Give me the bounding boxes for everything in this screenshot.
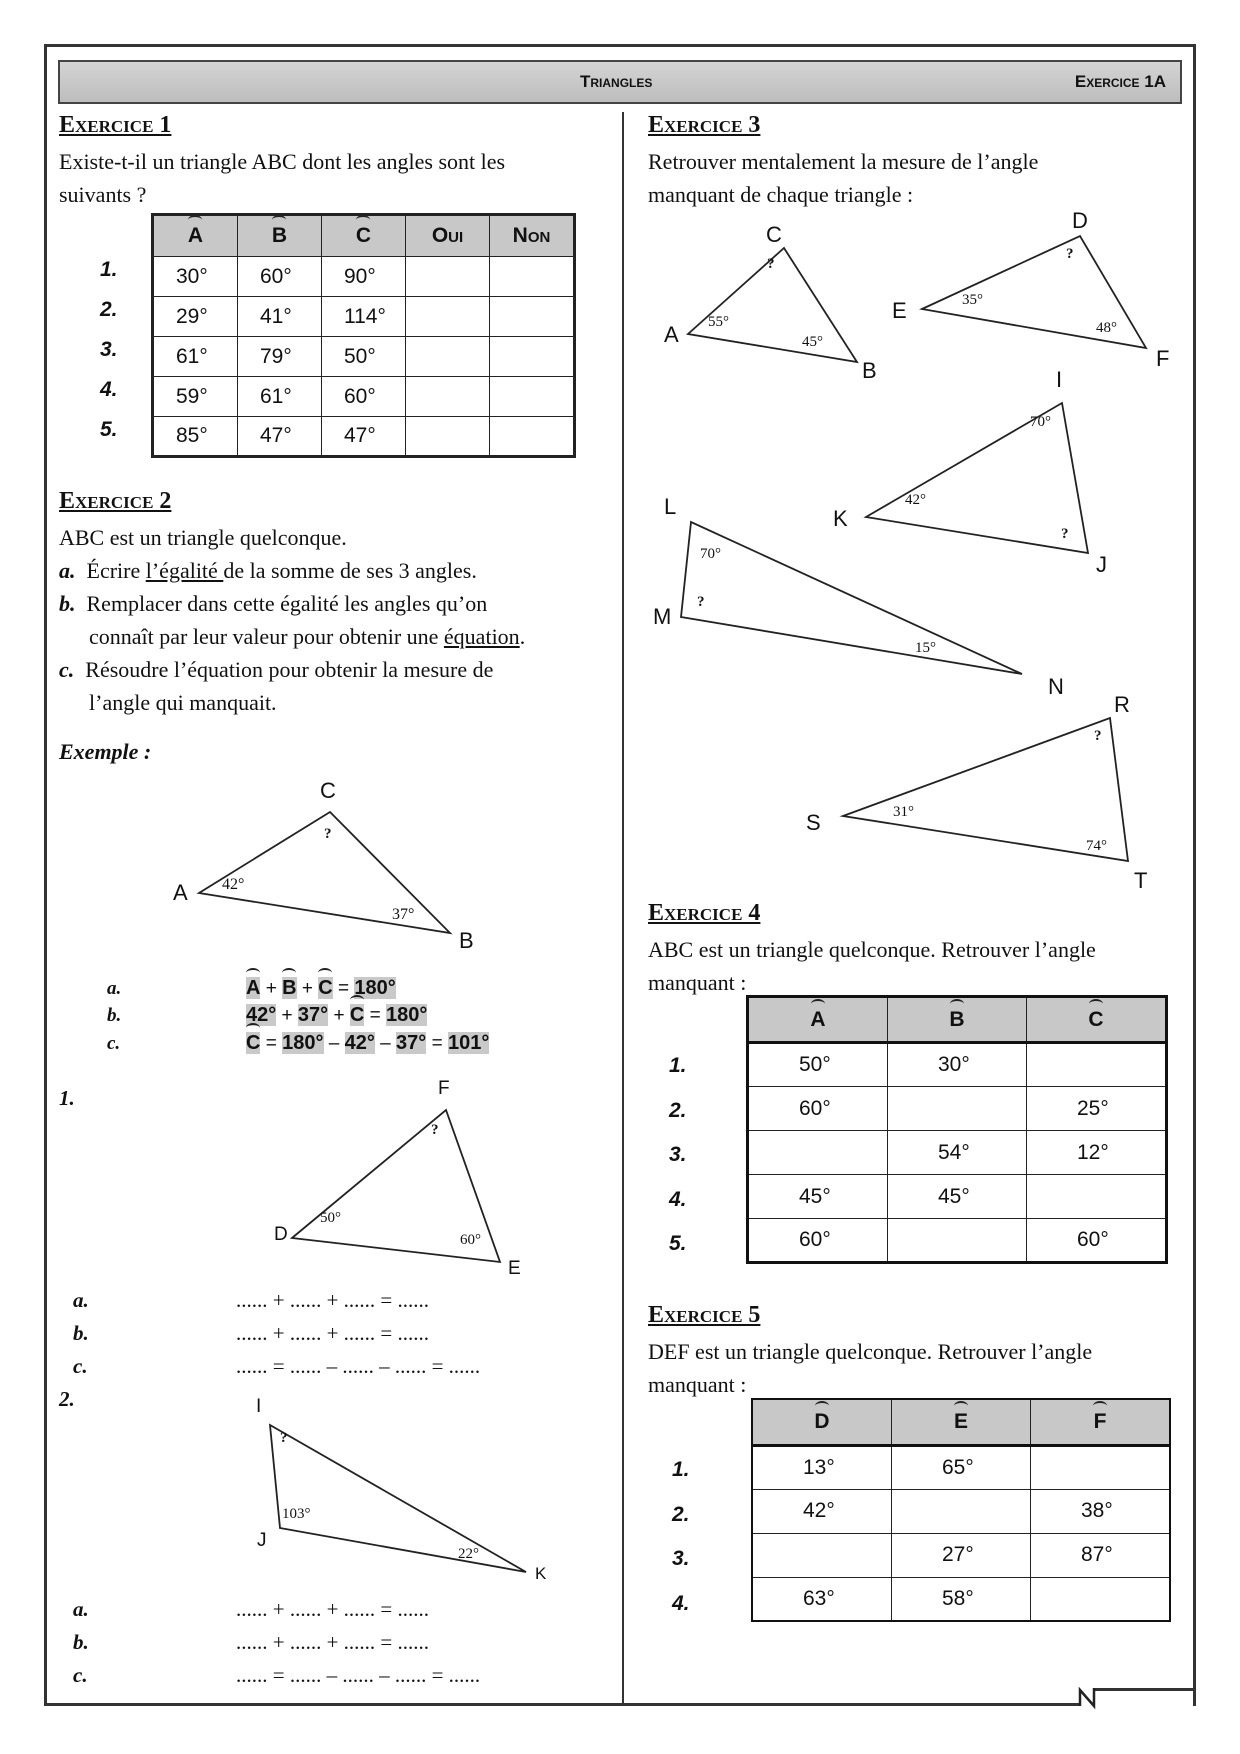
cell bbox=[888, 1219, 1027, 1263]
blank-line[interactable]: ...... + ...... + ...... = ...... bbox=[236, 1321, 430, 1345]
col-header bbox=[752, 1399, 892, 1445]
col-F: F bbox=[1093, 1409, 1107, 1433]
cell: 41° bbox=[238, 297, 322, 337]
ex1-row-num: 2. bbox=[100, 298, 118, 321]
text: Écrire bbox=[86, 558, 146, 583]
cell: 79° bbox=[238, 337, 322, 377]
col-D: D bbox=[814, 1409, 830, 1433]
ex5-row-num: 1. bbox=[672, 1458, 690, 1481]
vertex-label: L bbox=[664, 494, 677, 519]
angle-label: ? bbox=[1066, 246, 1074, 262]
cell: 38° bbox=[1031, 1489, 1171, 1533]
item-label: b. bbox=[59, 591, 76, 616]
ex1-heading: Exercice 1 bbox=[59, 112, 172, 138]
table-row bbox=[752, 1489, 1170, 1533]
cell: 114° bbox=[322, 297, 406, 337]
col-header bbox=[1031, 1399, 1171, 1445]
vertex-label: B bbox=[862, 358, 877, 383]
ex3-heading: Exercice 3 bbox=[648, 112, 761, 138]
cell bbox=[752, 1533, 892, 1577]
step-label: a. bbox=[107, 978, 122, 999]
problem-number: 2. bbox=[59, 1387, 75, 1411]
angle-label: 31° bbox=[893, 804, 914, 820]
step-label: a. bbox=[73, 1597, 89, 1621]
value: 101° bbox=[447, 1032, 490, 1054]
angle-label: ? bbox=[280, 1430, 288, 1446]
angle-label: 45° bbox=[802, 334, 823, 350]
sym: A bbox=[246, 977, 261, 999]
col-oui: Oui bbox=[406, 215, 490, 257]
vertex-label: D bbox=[1072, 208, 1088, 233]
table-row bbox=[752, 1577, 1170, 1621]
vertex-label: I bbox=[256, 1396, 262, 1417]
table-row bbox=[748, 1087, 1167, 1131]
sym: C bbox=[349, 1004, 365, 1026]
vertex-label: A bbox=[173, 880, 188, 905]
text: Remplacer dans cette égalité les angles qu’on bbox=[86, 591, 488, 616]
cell: 29° bbox=[153, 297, 238, 337]
op: = bbox=[431, 1033, 443, 1054]
cell: 45° bbox=[888, 1175, 1027, 1219]
step-label: c. bbox=[73, 1354, 88, 1378]
vertex-label: C bbox=[766, 222, 782, 247]
cell: 61° bbox=[153, 337, 238, 377]
cell: 60° bbox=[238, 257, 322, 297]
vertex-label: J bbox=[257, 1530, 267, 1551]
ex1-row-num: 5. bbox=[100, 418, 118, 441]
triangle-ijk bbox=[866, 403, 1088, 553]
ex2-heading: Exercice 2 bbox=[59, 488, 172, 514]
triangle-lmn bbox=[681, 522, 1022, 674]
angle-label: 70° bbox=[700, 546, 721, 562]
col-header bbox=[748, 997, 888, 1043]
blank-line[interactable]: ...... + ...... + ...... = ...... bbox=[236, 1597, 430, 1621]
ex5-row-num: 2. bbox=[672, 1503, 690, 1526]
ex4-text-1: ABC est un triangle quelconque. Retrouver l’angle bbox=[648, 937, 1096, 962]
value: 42° bbox=[344, 1032, 375, 1054]
ex1-row-num: 1. bbox=[100, 258, 118, 281]
ex5-row-num: 3. bbox=[672, 1547, 690, 1570]
ex5-heading: Exercice 5 bbox=[648, 1302, 761, 1328]
angle-label: 37° bbox=[392, 906, 415, 923]
vertex-label: B bbox=[459, 928, 474, 953]
angle-label: 74° bbox=[1086, 838, 1107, 854]
col-non: Non bbox=[490, 215, 575, 257]
cell: 90° bbox=[322, 257, 406, 297]
ex5-text-1: DEF est un triangle quelconque. Retrouver l’angle bbox=[648, 1339, 1093, 1364]
vertex-label: K bbox=[535, 1564, 547, 1583]
col-A: A bbox=[810, 1007, 826, 1031]
cell: 27° bbox=[892, 1533, 1031, 1577]
ex1-text-2: suivants ? bbox=[59, 182, 147, 207]
item-label: c. bbox=[59, 657, 75, 682]
col-E: E bbox=[953, 1409, 968, 1433]
ex3-text-1: Retrouver mentalement la mesure de l’angle bbox=[648, 149, 1039, 174]
value: 37° bbox=[396, 1032, 427, 1054]
op: – bbox=[328, 1033, 340, 1054]
angle-label: 22° bbox=[458, 1546, 479, 1562]
col-B: B bbox=[949, 1007, 965, 1031]
cell: 60° bbox=[322, 377, 406, 417]
blank-line[interactable]: ...... + ...... + ...... = ...... bbox=[236, 1288, 430, 1312]
blank-line[interactable]: ...... = ...... – ...... – ...... = ...... bbox=[236, 1354, 481, 1378]
cell bbox=[1027, 1175, 1167, 1219]
ex2-example-label: Exemple : bbox=[59, 739, 152, 764]
ex2-intro: ABC est un triangle quelconque. bbox=[59, 525, 347, 550]
angle-label: 55° bbox=[708, 314, 729, 330]
header-title: Triangles bbox=[580, 72, 653, 91]
ex5-table bbox=[751, 1398, 1171, 1622]
cell: 54° bbox=[888, 1131, 1027, 1175]
blank-line[interactable]: ...... = ...... – ...... – ...... = ...... bbox=[236, 1663, 481, 1687]
step-label: b. bbox=[107, 1005, 122, 1026]
step-label: b. bbox=[73, 1630, 89, 1654]
angle-label: 50° bbox=[320, 1210, 341, 1226]
angle-label: 70° bbox=[1030, 414, 1051, 430]
text: . bbox=[519, 624, 526, 649]
value: 180° bbox=[354, 977, 396, 999]
angle-label: ? bbox=[1061, 526, 1069, 542]
step-label: a. bbox=[73, 1288, 89, 1312]
problem-number: 1. bbox=[59, 1086, 75, 1110]
ex4-row-num: 4. bbox=[669, 1188, 687, 1211]
text: de la somme de ses 3 angles. bbox=[223, 558, 477, 583]
vertex-label: S bbox=[806, 810, 821, 835]
cell: 60° bbox=[748, 1087, 888, 1131]
cell: 42° bbox=[752, 1489, 892, 1533]
ex4-row-num: 2. bbox=[669, 1099, 687, 1122]
item-label: a. bbox=[59, 558, 76, 583]
table-row bbox=[748, 1043, 1167, 1087]
col-C: C bbox=[355, 224, 372, 247]
vertex-label: T bbox=[1134, 868, 1148, 893]
ex1-row-num: 4. bbox=[100, 378, 118, 401]
cell bbox=[1031, 1577, 1171, 1621]
ex2-item-c-2: l’angle qui manquait. bbox=[89, 690, 277, 715]
sym: B bbox=[282, 977, 297, 999]
angle-label: 15° bbox=[915, 640, 936, 656]
angle-label: 42° bbox=[222, 876, 245, 893]
table-row bbox=[752, 1445, 1170, 1489]
cell: 47° bbox=[238, 417, 322, 457]
ex4-row-num: 5. bbox=[669, 1232, 687, 1255]
vertex-label: F bbox=[1156, 346, 1170, 371]
col-header bbox=[1027, 997, 1167, 1043]
ex3-text-2: manquant de chaque triangle : bbox=[648, 182, 914, 207]
angle-label: 42° bbox=[905, 492, 926, 508]
vertex-label: F bbox=[438, 1078, 450, 1099]
header-exercise: Exercice 1A bbox=[1074, 72, 1166, 91]
step-label: b. bbox=[73, 1321, 89, 1345]
ex4-heading: Exercice 4 bbox=[648, 900, 761, 926]
angle-label: ? bbox=[697, 594, 705, 610]
table-row bbox=[748, 1131, 1167, 1175]
ex4-row-num: 3. bbox=[669, 1143, 687, 1166]
vertex-label: R bbox=[1114, 692, 1130, 717]
col-A: A bbox=[187, 224, 204, 247]
col-header bbox=[888, 997, 1027, 1043]
cell: 61° bbox=[238, 377, 322, 417]
value: 37° bbox=[297, 1004, 329, 1026]
cell: 85° bbox=[153, 417, 238, 457]
cell: 47° bbox=[322, 417, 406, 457]
ex4-row-num: 1. bbox=[669, 1054, 687, 1077]
table-row bbox=[748, 1175, 1167, 1219]
op: + bbox=[301, 978, 313, 999]
op: = bbox=[337, 978, 350, 999]
vertex-label: J bbox=[1096, 552, 1107, 577]
cell: 45° bbox=[748, 1175, 888, 1219]
cell: 87° bbox=[1031, 1533, 1171, 1577]
cell bbox=[888, 1087, 1027, 1131]
vertex-label: E bbox=[508, 1258, 521, 1279]
ex1-row-num: 3. bbox=[100, 338, 118, 361]
col-B: B bbox=[271, 224, 288, 247]
angle-label: ? bbox=[431, 1122, 439, 1138]
angle-label: ? bbox=[324, 826, 332, 842]
cell: 13° bbox=[752, 1445, 892, 1489]
table-row bbox=[748, 1219, 1167, 1263]
op: + bbox=[281, 1005, 293, 1026]
cell: 30° bbox=[888, 1043, 1027, 1087]
op: – bbox=[380, 1033, 391, 1054]
ex1-text-1: Existe-t-il un triangle ABC dont les angles sont les bbox=[59, 149, 506, 174]
sym: C bbox=[318, 977, 333, 999]
vertex-label: M bbox=[653, 604, 672, 629]
col-C: C bbox=[1088, 1007, 1104, 1031]
cell: 25° bbox=[1027, 1087, 1167, 1131]
step-label: c. bbox=[73, 1663, 88, 1687]
cell: 59° bbox=[153, 377, 238, 417]
text-underlined: équation bbox=[443, 624, 520, 649]
value: 180° bbox=[385, 1004, 428, 1026]
step-label: c. bbox=[107, 1033, 121, 1054]
cell: 60° bbox=[748, 1219, 888, 1263]
angle-label: ? bbox=[1094, 728, 1102, 744]
cell: 12° bbox=[1027, 1131, 1167, 1175]
vertex-label: K bbox=[833, 506, 848, 531]
cell bbox=[1031, 1445, 1171, 1489]
angle-label: 60° bbox=[460, 1232, 481, 1248]
vertex-label: D bbox=[274, 1224, 288, 1245]
vertex-label: A bbox=[664, 322, 679, 347]
ex4-table bbox=[746, 995, 1168, 1264]
angle-label: 35° bbox=[962, 292, 983, 308]
cell bbox=[1027, 1043, 1167, 1087]
cell: 60° bbox=[1027, 1219, 1167, 1263]
op: + bbox=[265, 978, 277, 999]
cell: 58° bbox=[892, 1577, 1031, 1621]
vertex-label: N bbox=[1048, 674, 1064, 699]
ex5-row-num: 4. bbox=[672, 1592, 690, 1615]
value: 180° bbox=[282, 1032, 324, 1054]
op: + bbox=[333, 1005, 345, 1026]
cell: 65° bbox=[892, 1445, 1031, 1489]
ex4-text-2: manquant : bbox=[648, 970, 747, 995]
blank-line[interactable]: ...... + ...... + ...... = ...... bbox=[236, 1630, 430, 1654]
angle-label: 48° bbox=[1096, 320, 1117, 336]
cell: 63° bbox=[752, 1577, 892, 1621]
cell bbox=[748, 1131, 888, 1175]
ex5-text-2: manquant : bbox=[648, 1372, 747, 1397]
table-row bbox=[752, 1533, 1170, 1577]
op: = bbox=[265, 1033, 277, 1054]
vertex-label: C bbox=[320, 778, 336, 803]
sym: C bbox=[246, 1032, 261, 1054]
col-header bbox=[892, 1399, 1031, 1445]
vertex-label: I bbox=[1056, 367, 1063, 392]
value: 42° bbox=[246, 1004, 277, 1026]
vertex-label: E bbox=[892, 298, 907, 323]
cell: 50° bbox=[322, 337, 406, 377]
text-underlined: l’égalité bbox=[145, 558, 224, 583]
op: = bbox=[369, 1005, 381, 1026]
angle-label: ? bbox=[767, 256, 775, 272]
cell: 30° bbox=[153, 257, 238, 297]
text: connaît par leur valeur pour obtenir une bbox=[89, 624, 444, 649]
angle-label: 103° bbox=[282, 1506, 311, 1522]
text: Résoudre l’équation pour obtenir la mesure de bbox=[85, 657, 494, 682]
cell bbox=[892, 1489, 1031, 1533]
cell: 50° bbox=[748, 1043, 888, 1087]
